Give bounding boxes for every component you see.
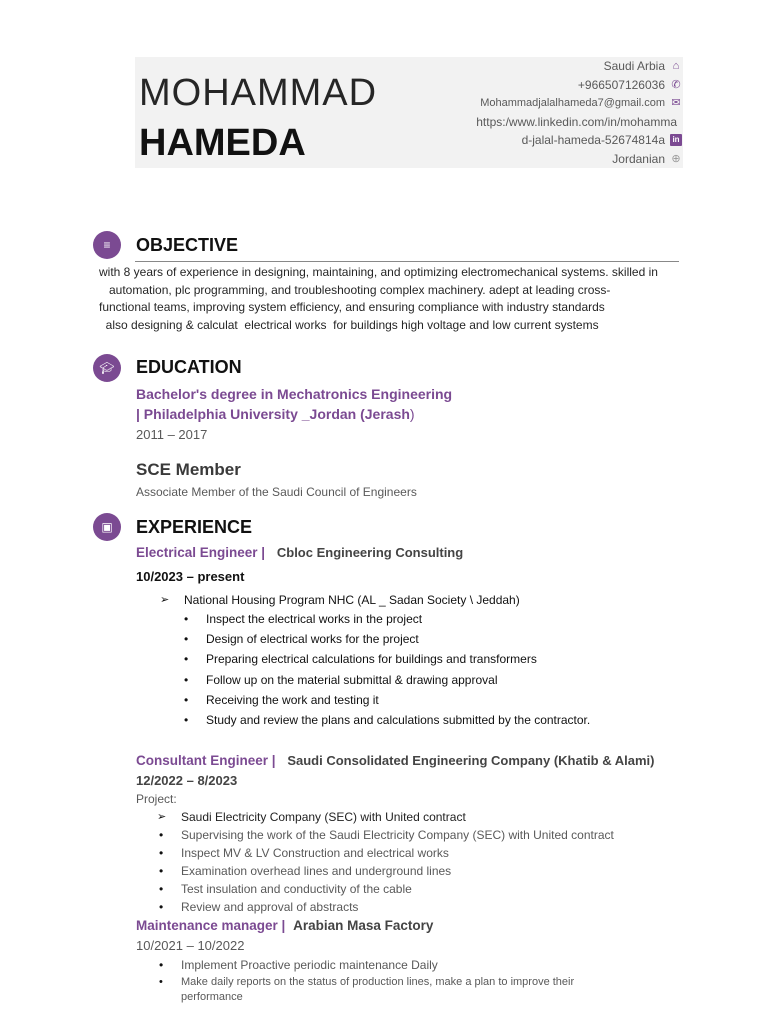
first-name: MOHAMMAD	[139, 72, 378, 114]
list-item: • Study and review the plans and calculations submitted by the contractor.	[206, 710, 590, 730]
job-2-bullets	[181, 826, 614, 916]
globe-icon: ⊕	[671, 152, 681, 165]
job-role: Consultant Engineer |	[136, 753, 276, 768]
contact-nationality	[476, 150, 682, 169]
project-label: Project:	[136, 792, 177, 806]
nationality-text: Jordanian	[612, 151, 665, 166]
experience-title: EXPERIENCE	[136, 517, 253, 537]
linkedin-icon: in	[670, 134, 682, 146]
objective-text	[99, 264, 699, 334]
briefcase-icon: ▣	[93, 513, 121, 541]
objective-title: OBJECTIVE	[136, 235, 239, 255]
list-item: • Review and approval of abstracts	[181, 898, 614, 916]
job-dates: 10/2023 – present	[136, 569, 245, 584]
job-heading	[136, 918, 433, 933]
list-item: • Test insulation and conductivity of the cable	[181, 880, 614, 898]
job-company: Arabian Masa Factory	[293, 918, 434, 933]
list-item: • Inspect the electrical works in the project	[206, 609, 590, 629]
list-icon: ≡	[93, 231, 121, 259]
graduation-cap-icon: 🎓︎	[93, 354, 121, 382]
degree: Bachelor's degree in Mechatronics Engineering	[136, 386, 453, 402]
education-title: EDUCATION	[136, 357, 242, 377]
job-company: Saudi Consolidated Engineering Company (Khatib & Alami)	[287, 753, 655, 768]
sce-description: Associate Member of the Saudi Council of Engineers	[136, 485, 417, 499]
job-role: Electrical Engineer |	[136, 545, 266, 560]
list-item: • Preparing electrical calculations for buildings and transformers	[206, 649, 590, 669]
project-item: ➢ Saudi Electricity Company (SEC) with United contract	[181, 808, 466, 826]
objective-line: with 8 years of experience in designing, maintaining, and optimizing electromechanical systems. skilled in	[99, 265, 658, 279]
phone-text: +966507126036	[577, 77, 665, 92]
objective-line: also designing & calculat electrical works for buildings high voltage and low current systems	[99, 317, 599, 332]
university-line	[136, 406, 415, 422]
university-close: )	[409, 406, 415, 422]
contact-email[interactable]	[476, 94, 682, 113]
objective-line: functional teams, improving system efficiency, and ensuring compliance with industry standards	[99, 300, 605, 314]
objective-line: automation, plc programming, and troubleshooting complex machinery. adept at leading cross-	[99, 282, 611, 297]
sce-title: SCE Member	[136, 460, 241, 479]
job-1-bullets	[206, 609, 590, 730]
linkedin-text-2[interactable]: d-jalal-hameda-52674814a	[521, 133, 665, 147]
list-item: • Examination overhead lines and underground lines	[181, 862, 614, 880]
contact-linkedin-line1[interactable]	[476, 113, 682, 132]
contact-phone	[476, 76, 682, 95]
contact-linkedin-line2[interactable]	[476, 131, 682, 150]
job-dates: 10/2021 – 10/2022	[136, 938, 245, 953]
objective-divider	[135, 261, 679, 262]
linkedin-text-1[interactable]: https:/www.linkedin.com/in/mohamma	[476, 114, 677, 129]
job-2-list	[181, 808, 466, 826]
job-heading	[136, 545, 463, 560]
list-item: • Implement Proactive periodic maintenance Daily	[181, 956, 574, 974]
email-text[interactable]: Mohammadjalalhameda7@gmail.com	[480, 97, 665, 109]
list-item: • Follow up on the material submittal & drawing approval	[206, 670, 590, 690]
home-icon: ⌂	[672, 60, 680, 73]
list-item-continuation: performance	[181, 991, 243, 1003]
job-3-bullets	[181, 956, 574, 1004]
project-item: ➢ National Housing Program NHC (AL _ Sadan Society \ Jeddah)	[184, 590, 520, 610]
phone-icon: ✆	[671, 78, 681, 91]
contact-block	[476, 57, 682, 168]
list-item: • Make daily reports on the status of production lines, make a plan to improve their	[181, 974, 574, 990]
job-heading	[136, 753, 654, 768]
list-item: • Design of electrical works for the project	[206, 629, 590, 649]
education-years: 2011 – 2017	[136, 427, 208, 442]
last-name: HAMEDA	[139, 122, 306, 164]
contact-country	[476, 57, 682, 76]
job-1-list	[184, 590, 520, 610]
job-role: Maintenance manager |	[136, 918, 286, 933]
job-dates: 12/2022 – 8/2023	[136, 773, 238, 788]
university: | Philadelphia University _Jordan (Jerash	[136, 406, 410, 422]
list-item: • Supervising the work of the Saudi Electricity Company (SEC) with United contract	[181, 826, 614, 844]
country-text: Saudi Arbia	[603, 59, 665, 73]
job-company: Cbloc Engineering Consulting	[276, 545, 464, 560]
envelope-icon: ✉	[671, 97, 681, 110]
list-item: • Receiving the work and testing it	[206, 690, 590, 710]
list-item: • Inspect MV & LV Construction and electrical works	[181, 844, 614, 862]
